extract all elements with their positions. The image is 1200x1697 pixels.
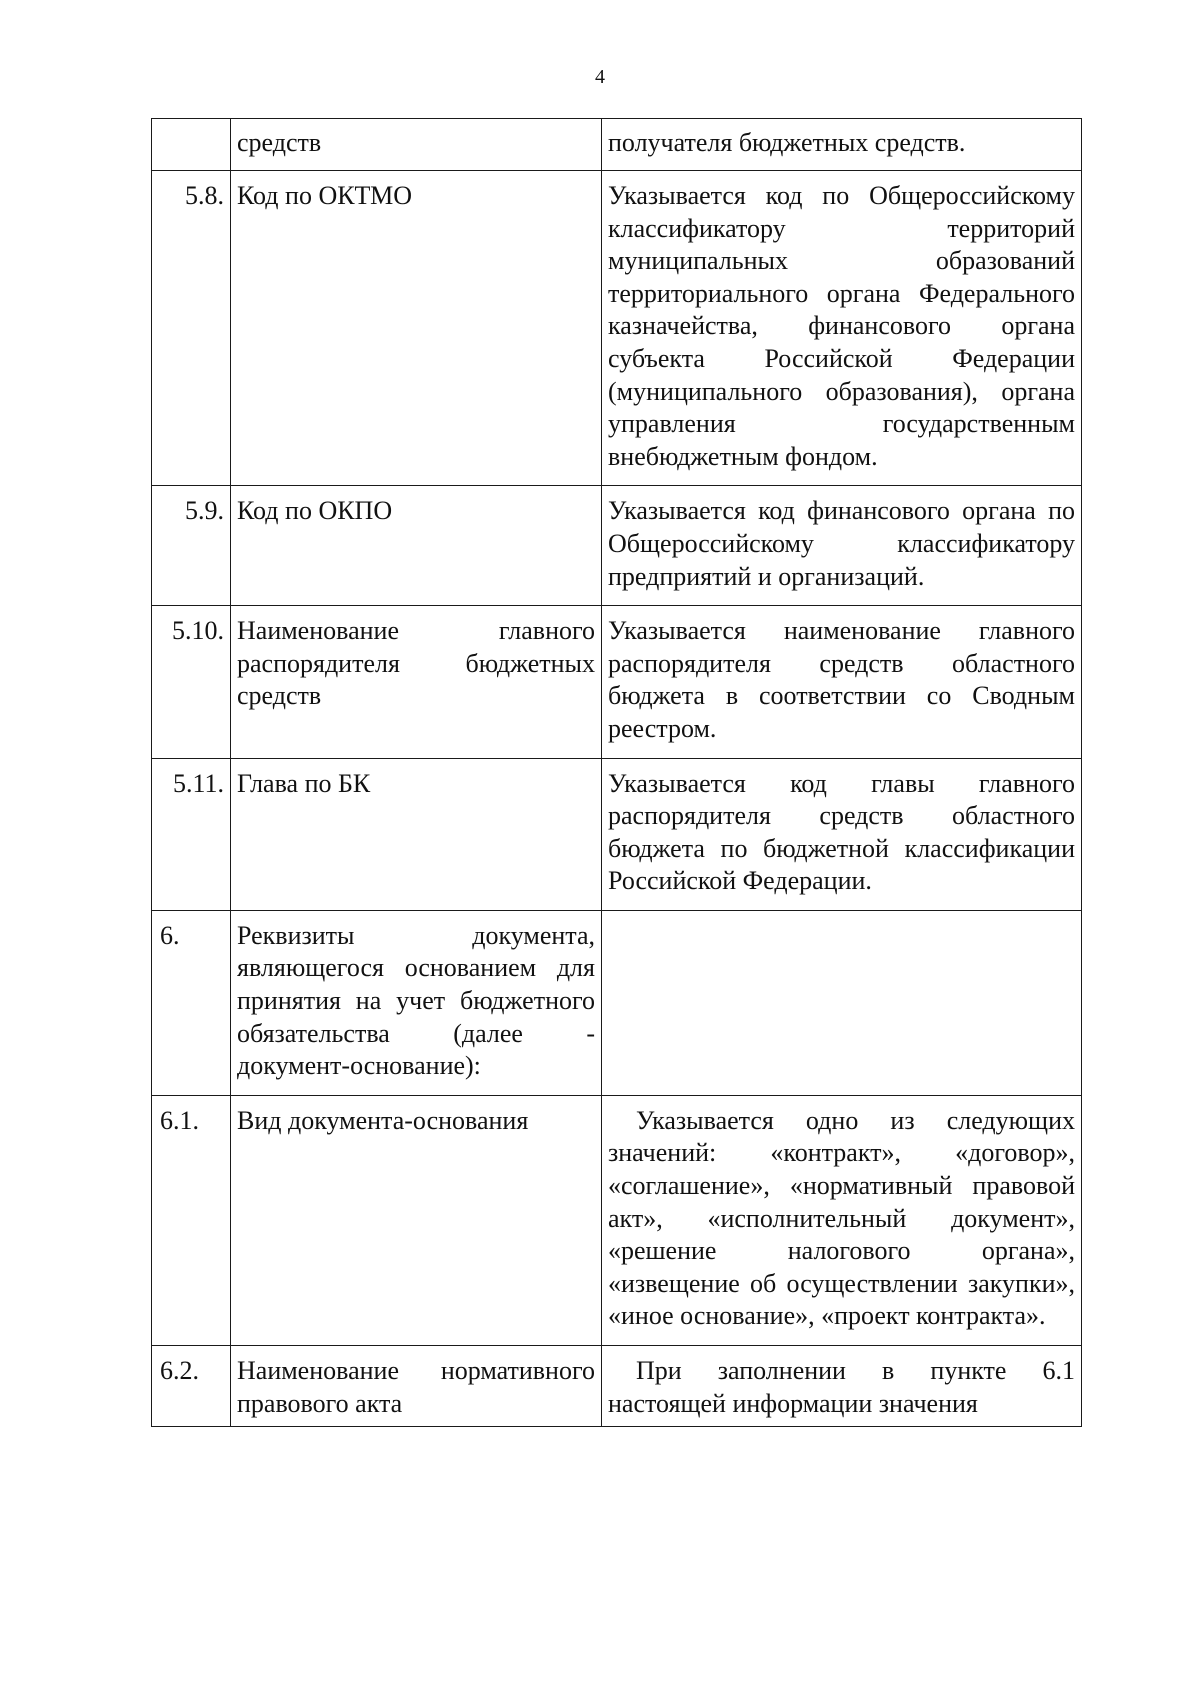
table-row [152,1346,1082,1427]
table-row [152,910,1082,1095]
row-number: 5.11. [152,758,231,910]
field-name: Глава по БК [231,758,602,910]
field-description: Указывается одно из следующих значений: «контракт», «договор», «соглашение», «нормативный правовой акт», «исполнительный документ», «решение налогового органа», «извещение об осуществлении закупки», «иное основание», «проект контракта». [602,1095,1082,1345]
row-number [152,119,231,171]
row-number: 6. [152,910,231,1095]
row-number: 6.1. [152,1095,231,1345]
field-name: Наименование главного распорядителя бюджетных средств [231,606,602,758]
field-name: Вид документа-основания [231,1095,602,1345]
field-name: Наименование нормативного правового акта [231,1346,602,1427]
field-name: Код по ОКПО [231,486,602,606]
row-number: 5.9. [152,486,231,606]
field-description: Указывается код по Общероссийскому классификатору территорий муниципальных образований территориального органа Федерального казначейства, финансового органа субъекта Российской Федерации (муниципального образования), органа управления государственным внебюджетным фондом. [602,171,1082,486]
field-description: При заполнении в пункте 6.1 настоящей информации значения [602,1346,1082,1427]
row-number: 5.8. [152,171,231,486]
table-row [152,1095,1082,1345]
row-number: 6.2. [152,1346,231,1427]
field-name: Реквизиты документа, являющегося основанием для принятия на учет бюджетного обязательства (далее - документ-основание): [231,910,602,1095]
field-description [602,910,1082,1095]
table-row [152,171,1082,486]
field-description: Указывается код финансового органа по Общероссийскому классификатору предприятий и организаций. [602,486,1082,606]
requisites-table [151,118,1082,1427]
field-description: Указывается код главы главного распорядителя средств областного бюджета по бюджетной классификации Российской Федерации. [602,758,1082,910]
field-description: получателя бюджетных средств. [602,119,1082,171]
field-name: Код по ОКТМО [231,171,602,486]
page-number: 4 [595,66,605,88]
table-row [152,486,1082,606]
table-row [152,758,1082,910]
table-row [152,606,1082,758]
field-name: средств [231,119,602,171]
field-description: Указывается наименование главного распорядителя средств областного бюджета в соответствии со Сводным реестром. [602,606,1082,758]
table-row [152,119,1082,171]
row-number: 5.10. [152,606,231,758]
